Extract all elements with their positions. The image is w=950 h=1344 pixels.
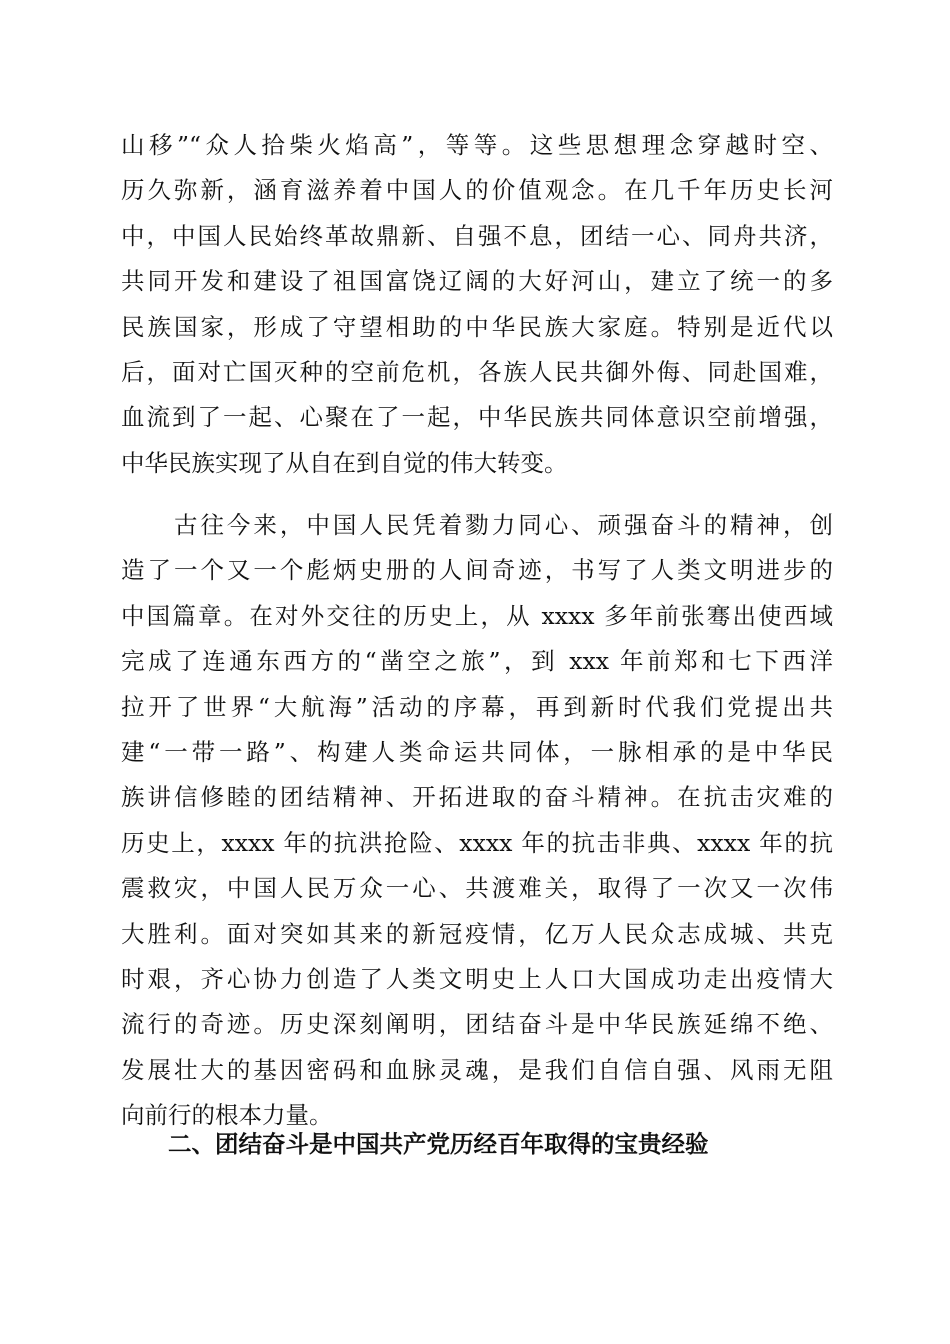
text-line: 震救灾，中国人民万众一心、共渡难关，取得了一次又一次伟 [121,874,833,903]
text-line: 时艰，齐心协力创造了人类文明史上人口大国成功走出疫情大 [121,965,833,994]
text-line: 发展壮大的基因密码和血脉灵魂，是我们自信自强、风雨无阻 [121,1055,833,1084]
paragraph-2 [121,503,833,1139]
text-line: 血流到了一起、心聚在了一起，中华民族共同体意识空前增强， [121,403,833,432]
text-line: 共同开发和建设了祖国富饶辽阔的大好河山，建立了统一的多 [121,267,833,296]
text-line: 古往今来，中国人民凭着勠力同心、顽强奋斗的精神，创 [121,511,833,539]
text-line: 中华民族实现了从自在到自觉的伟大转变。 [121,448,568,477]
text-line: 族讲信修睦的团结精神、开拓进取的奋斗精神。在抗击灾难的 [121,783,833,812]
text-line: 拉开了世界“大航海”活动的序幕，再到新时代我们党提出共 [121,692,833,721]
text-line: 造了一个又一个彪炳史册的人间奇迹，书写了人类文明进步的 [121,556,833,585]
text-line: 中，中国人民始终革故鼎新、自强不息，团结一心、同舟共济， [121,221,833,250]
text-line: 民族国家，形成了守望相助的中华民族大家庭。特别是近代以 [121,312,833,341]
text-line: 历久弥新，涵育滋养着中国人的价值观念。在几千年历史长河 [121,176,833,205]
section-heading: 二、团结奋斗是中国共产党历经百年取得的宝贵经验 [168,1130,709,1158]
text-line: 中国篇章。在对外交往的历史上，从 xxxx 多年前张骞出使西域 [121,601,833,630]
text-line: 流行的奇迹。历史深刻阐明，团结奋斗是中华民族延绵不绝、 [121,1010,833,1039]
text-line: 大胜利。面对突如其来的新冠疫情，亿万人民众志成城、共克 [121,919,833,948]
text-line: 后，面对亡国灭种的空前危机，各族人民共御外侮、同赴国难， [121,358,833,387]
text-line: 历史上，xxxx 年的抗洪抢险、xxxx 年的抗击非典、xxxx 年的抗 [121,828,833,857]
text-line: 建“一带一路”、构建人类命运共同体，一脉相承的是中华民 [121,738,833,767]
paragraph-1 [121,123,833,486]
text-line: 完成了连通东西方的“凿空之旅”，到 xxx 年前郑和七下西洋 [121,647,833,676]
text-line: 山移”“众人拾柴火焰高”，等等。这些思想理念穿越时空、 [121,131,833,159]
text-line: 向前行的根本力量。 [121,1101,333,1130]
